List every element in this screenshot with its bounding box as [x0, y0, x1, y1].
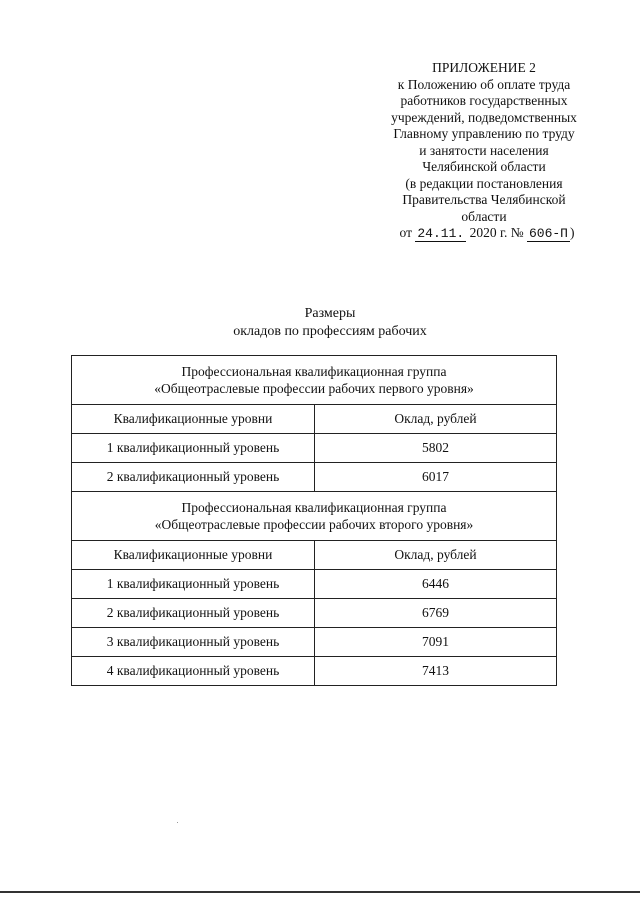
group-header-line-2: «Общеотраслевые профессии рабочих второго уровня»	[154, 517, 474, 532]
column-header-salary: Оклад, рублей	[315, 541, 557, 570]
group-header-row	[72, 492, 557, 541]
column-header-level: Квалификационные уровни	[72, 541, 315, 570]
level-cell: 3 квалификационный уровень	[72, 628, 315, 657]
group-header-line-1: Профессиональная квалификационная группа	[181, 500, 447, 515]
level-cell: 4 квалификационный уровень	[72, 657, 315, 686]
resolution-date: 24.11.	[417, 226, 465, 241]
table-row	[72, 570, 557, 599]
column-header-level: Квалификационные уровни	[72, 405, 315, 434]
column-header-row	[72, 405, 557, 434]
salary-cell: 6017	[315, 463, 557, 492]
table-row	[72, 463, 557, 492]
title-line-1: Размеры	[304, 306, 356, 321]
group-header-line-1: Профессиональная квалификационная группа	[181, 364, 447, 379]
column-header-salary: Оклад, рублей	[315, 405, 557, 434]
group-header	[72, 492, 557, 541]
table-row	[72, 599, 557, 628]
resolution-year: 2020 г. №	[469, 225, 524, 240]
table-row	[72, 657, 557, 686]
scan-speck	[177, 822, 178, 823]
appendix-line: (в редакции постановления	[405, 175, 563, 191]
date-prefix: от	[399, 225, 412, 240]
appendix-line: работников государственных	[400, 93, 568, 108]
resolution-number: 606-П	[528, 226, 568, 241]
salary-cell: 6769	[315, 599, 557, 628]
appendix-header	[372, 60, 596, 243]
table-row	[72, 434, 557, 463]
level-cell: 2 квалификационный уровень	[72, 463, 315, 492]
document-title	[0, 305, 640, 341]
appendix-line: Челябинской области	[422, 159, 546, 174]
level-cell: 2 квалификационный уровень	[72, 599, 315, 628]
resolution-date-line	[372, 225, 596, 243]
closing-paren: )	[569, 225, 575, 240]
salary-table	[71, 355, 557, 686]
group-header	[72, 356, 557, 405]
group-header-row	[72, 356, 557, 405]
level-cell: 1 квалификационный уровень	[72, 434, 315, 463]
title-line-2: окладов по профессиям рабочих	[233, 324, 427, 339]
salary-cell: 6446	[315, 570, 557, 599]
level-cell: 1 квалификационный уровень	[72, 570, 315, 599]
appendix-line: Правительства Челябинской	[402, 192, 566, 207]
page-bottom-edge	[0, 891, 640, 893]
salary-cell: 7413	[315, 657, 557, 686]
appendix-line: области	[461, 208, 507, 224]
appendix-line: и занятости населения	[419, 142, 549, 158]
table-row	[72, 628, 557, 657]
salary-cell: 7091	[315, 628, 557, 657]
appendix-line: Главному управлению по труду	[393, 126, 575, 141]
salary-cell: 5802	[315, 434, 557, 463]
column-header-row	[72, 541, 557, 570]
appendix-line: к Положению об оплате труда	[397, 76, 571, 92]
appendix-title: ПРИЛОЖЕНИЕ 2	[432, 60, 536, 75]
appendix-line: учреждений, подведомственных	[391, 109, 577, 125]
group-header-line-2: «Общеотраслевые профессии рабочих первого уровня»	[154, 381, 474, 396]
